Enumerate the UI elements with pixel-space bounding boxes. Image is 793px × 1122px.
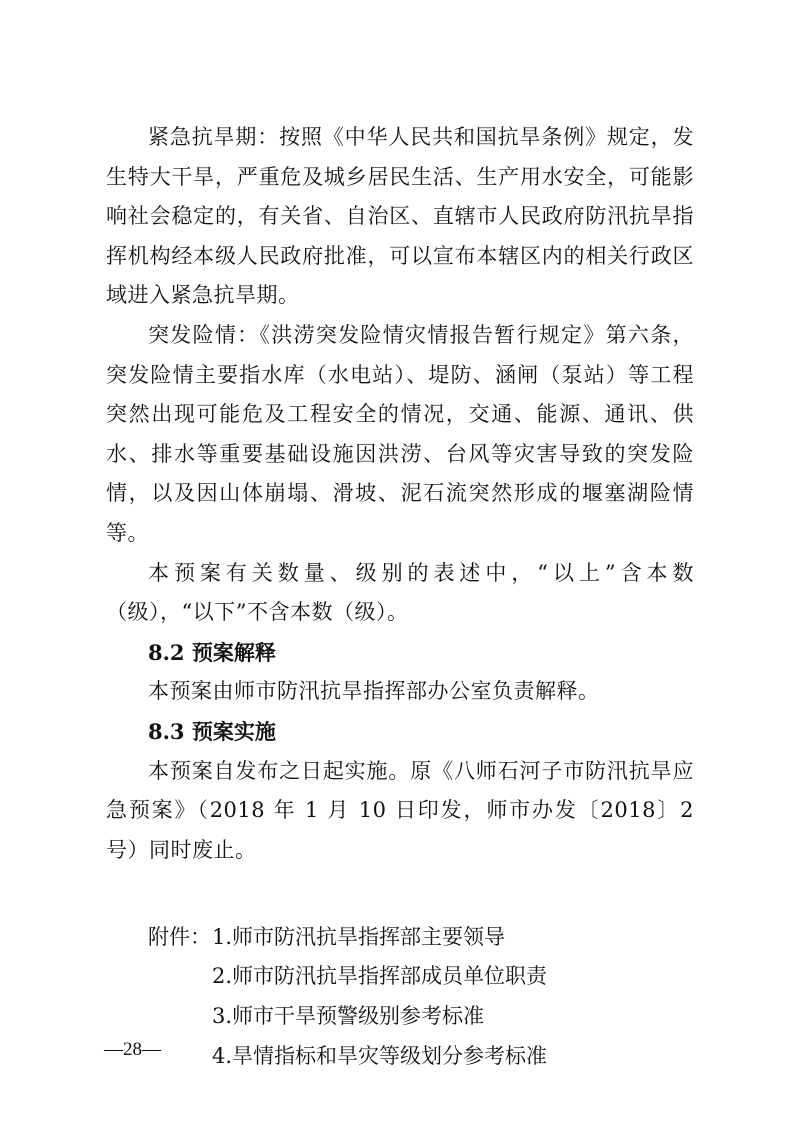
attachment-item: 2.师市防汛抗旱指挥部成员单位职责 (212, 964, 548, 989)
paragraph-sudden-danger: 突发险情：《洪涝突发险情灾情报告暂行规定》第六条，突发险情主要指水库（水电站）、堤防、涵闸（泵站）等工程突然出现可能危及工程安全的情况，交通、能源、通讯、供水、排水等重要基础设施因洪涝、台风等灾害导致的突发险情，以及因山体崩塌、滑坡、泥石流突然形成的堰塞湖险情等。 (106, 322, 694, 545)
attachment-row (106, 918, 694, 958)
attachments-label: 附件： (148, 924, 211, 949)
document-body (106, 118, 694, 1076)
attachments-list (106, 918, 694, 1076)
section-heading-8-3: 8.3 预案实施 (148, 718, 276, 744)
section-heading-8-2: 8.2 预案解释 (148, 639, 276, 665)
paragraph-quantity-terms: 本预案有关数量、级别的表述中，“以上”含本数（级），“以下”不含本数（级）。 (106, 560, 694, 625)
attachment-row (106, 957, 694, 997)
blank-line (106, 870, 694, 910)
attachment-row (106, 1037, 694, 1077)
section-text-8-3: 本预案自发布之日起实施。原《八师石河子市防汛抗旱应急预案》（2018 年 1 月 10 日印发，师市办发〔2018〕2 号）同时废止。 (106, 758, 694, 862)
section-text-8-2: 本预案由师市防汛抗旱指挥部办公室负责解释。 (148, 679, 600, 704)
attachment-item: 4.旱情指标和旱灾等级划分参考标准 (212, 1043, 548, 1068)
attachment-item: 1.师市防汛抗旱指挥部主要领导 (212, 924, 506, 949)
paragraph-emergency-drought-period: 紧急抗旱期：按照《中华人民共和国抗旱条例》规定，发生特大干旱，严重危及城乡居民生活、生产用水安全，可能影响社会稳定的，有关省、自治区、直辖市人民政府防汛抗旱指挥机构经本级人民政府批准，可以宣布本辖区内的相关行政区域进入紧急抗旱期。 (106, 125, 694, 308)
attachment-row (106, 997, 694, 1037)
attachment-item: 3.师市干旱预警级别参考标准 (212, 1004, 485, 1029)
page-number: —28— (104, 1039, 161, 1060)
